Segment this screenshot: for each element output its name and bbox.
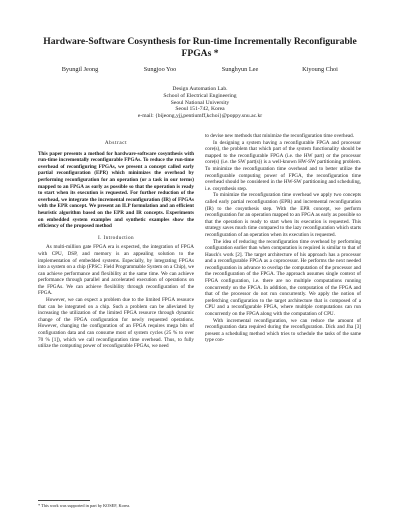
footnote-text: * This work was supported in part by KOSEF, Korea.	[38, 502, 131, 508]
author-name: Byungil Jeong	[61, 66, 99, 73]
affiliation-email: e-mail: {bijeong,yjj,pentiumff,kchoi}@poppy.snu.ac.kr	[137, 113, 263, 120]
body-paragraph: to devise new methods that minimize the reconfiguration time overhead.	[205, 133, 355, 139]
footnote	[38, 500, 194, 508]
author-name: Kiyoung Choi	[302, 66, 338, 73]
abstract-heading: Abstract	[104, 140, 128, 146]
affiliation-address: Seoul 151-742, Korea	[175, 106, 225, 113]
affiliation-school: School of Electrical Engineering	[163, 92, 237, 99]
affiliation-lab: Design Automation Lab.	[172, 86, 228, 92]
author-name: Sungjoo Yoo	[143, 66, 177, 73]
affiliation-university: Seoul National University	[170, 99, 230, 106]
left-column	[38, 140, 194, 350]
body-paragraph: In designing a system having a reconfigurable FPGA and processor core(s), the problem that which part of the system functionality should be mapped to the reconfigurable FPGA (i.e. the HW part) or the processor core(s) (i.e. the SW part(s)) is a well-known HW-SW partitioning problem. To minimize the reconfiguration time overhead and to better utilize the reconfigurable computing power of FPGA, the reconfiguration time overhead should be considered in the HW-SW partitioning and scheduling, i.e. cosynthesis step.	[205, 139, 361, 192]
section-heading-introduction: I. Introduction	[98, 234, 134, 241]
footnote-rule	[38, 500, 90, 501]
author-list	[40, 66, 360, 76]
body-paragraph: The idea of reducing the reconfiguration time overhead by performing configuration earlier than when computation is required is similar to that of Hauck's work [2]. The target architecture of his approach has a processor and a reconfigurable FPGA as a coprocessor. He performs the next needed reconfiguration in advance to overlap the computation of the processor and the reconfiguration of the FPGA. The approach assumes single context of FPGA configuration, i.e. there are no multiple computations running concurrently on the FPGA. In addition, the computation of the FPGA and that of the processor do not run concurrently. We apply the notion of prefetching configuration to the target architecture that is composed of a CPU and a reconfigurable FPGA, where multiple computations can run concurrently on the FPGA along with the computation of CPU.	[205, 238, 361, 318]
paper-title: Hardware-Software Cosynthesis for Run-time Incrementally Reconfigurable FPGAs *	[43, 36, 357, 59]
body-paragraph: As multi-million gate FPGA era is expected, the integration of FPGA with CPU, DSP, and memory is an appealing solution to the implementation of embedded systems. Especially, by integrating FPGAs into a system on a chip (FPSC: Field Programmable System on a Chip), we can achieve performance and flexibility at the same time. We can achieve performance through parallel and accelerated execution of operations on the FPGAs. We can achieve flexibility through reconfiguration of the FPGA.	[38, 244, 194, 297]
body-paragraph: With incremental reconfiguration, we can reduce the amount of reconfiguration data required during the reconfiguration. Dick and Jha [3] present a scheduling method which tries to schedule the tasks of the same type con-	[205, 317, 361, 344]
body-paragraph: To minimize the reconfiguration time overhead we apply two concepts called early partial reconfiguration (EPR) and incremental reconfiguration (IR) to the cosynthesis step. With the EPR concept, we perform reconfiguration for an operation mapped to an FPGA as early as possible so that the operation is ready to start when its execution is requested. This strategy saves much time compared to the lazy reconfiguration which starts reconfiguration of an operation when its execution is requested.	[205, 192, 361, 238]
abstract-text: This paper presents a method for hardware-software cosynthesis with run-time incrementally reconfigurable FPGAs. To reduce the run-time overhead of reconfiguring FPGAs, we present a concept called early partial reconfiguration (EPR) which minimizes the overhead by performing reconfiguration for an operation (or a task in our terms) mapped to an FPGA as early as possible so that the operation is ready to start when its execution is requested. For further reduction of the overhead, we integrate the incremental reconfiguration (IR) of FPGAs with the EPR concept. We present an ILP formulation and an efficient heuristic algorithm based on the EPR and IR concepts. Experiments on embedded system examples and synthetic examples show the efficiency of the proposed method	[38, 150, 194, 230]
author-name: Sunghyun Lee	[221, 66, 259, 73]
body-paragraph: However, we can expect a problem due to the limited FPGA resource that can be integrated on a chip. Such a problem can be alleviated by increasing the utilization of the limited FPGA resource through dynamic change of the FPGA configuration for newly requested operations. However, changing the configuration of an FPGA requires mega bits of configuration data and can consume most of system cycles (25 % to over 70 % [1]), which we call reconfiguration time overhead. Thus, to fully utilize the computing power of reconfigurable FPGAs, we need	[38, 297, 194, 350]
affiliation-block	[80, 86, 320, 120]
right-column	[205, 133, 361, 344]
